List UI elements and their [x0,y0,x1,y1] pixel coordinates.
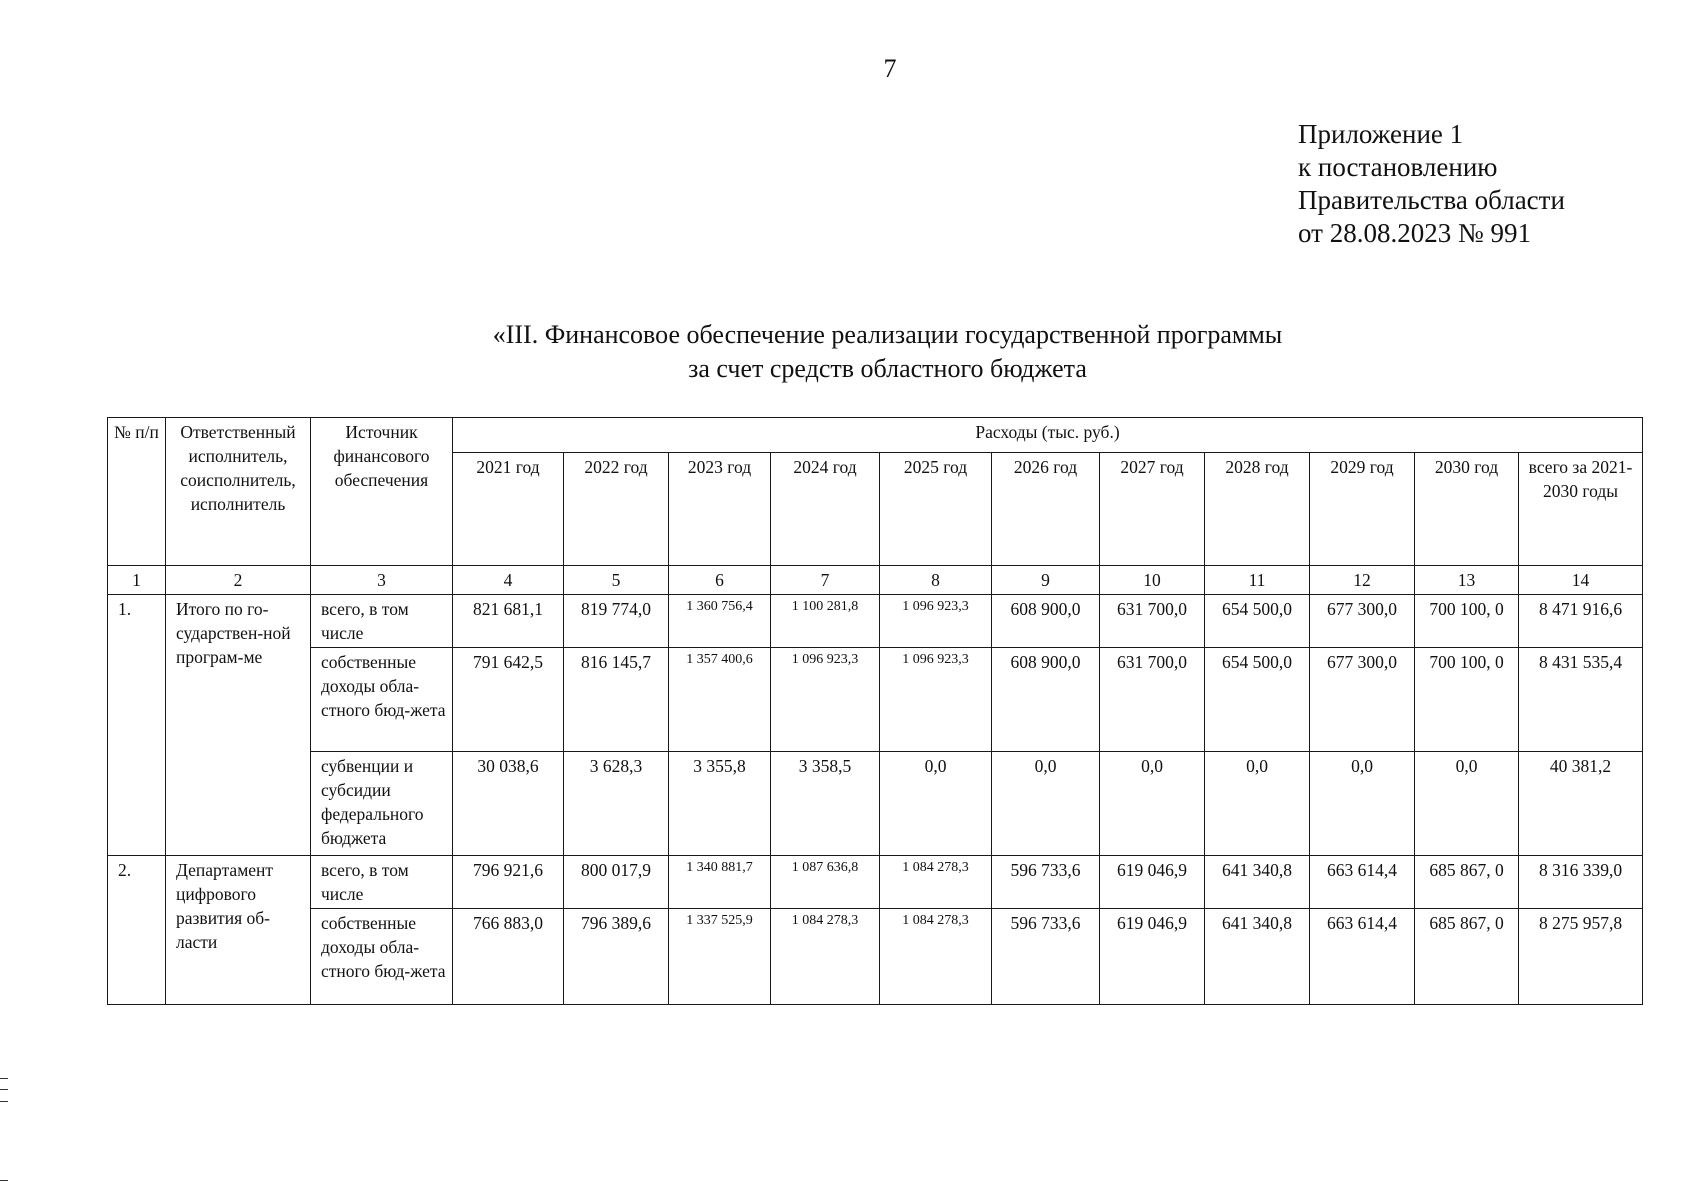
value-cell: 800 017,9 [564,856,669,909]
value-cell: 796 389,6 [564,909,669,1005]
header-num: № п/п [108,418,166,566]
column-number: 4 [453,566,564,595]
column-number: 6 [669,566,771,595]
financing-table [107,417,1643,1005]
row-num: 2. [108,856,166,1005]
value-cell: 0,0 [1205,752,1310,856]
value-cell: 596 733,6 [992,856,1100,909]
appendix-block [1298,118,1565,250]
value-cell: 654 500,0 [1205,595,1310,648]
value-cell: 3 358,5 [771,752,880,856]
value-cell: 8 431 535,4 [1519,648,1643,752]
column-number: 8 [880,566,992,595]
row-responsible: Итого по го-сударствен-ной програм-ме [166,595,311,856]
header-year: 2024 год [771,453,880,566]
table-row [108,856,1643,909]
value-cell: 0,0 [880,752,992,856]
value-cell: 0,0 [1100,752,1205,856]
header-responsible: Ответственный исполнитель, соисполнитель, исполнитель [166,418,311,566]
value-cell: 700 100, 0 [1415,648,1519,752]
row-source: собственные доходы обла-стного бюд-жета [311,648,453,752]
column-number: 7 [771,566,880,595]
value-cell: 1 340 881,7 [669,856,771,909]
value-cell: 8 471 916,6 [1519,595,1643,648]
header-year: 2021 год [453,453,564,566]
value-cell: 1 096 923,3 [880,595,992,648]
section-title [0,318,1697,386]
page-number: 7 [883,54,897,83]
value-cell: 1 096 923,3 [771,648,880,752]
value-cell: 631 700,0 [1100,648,1205,752]
header-year: 2029 год [1310,453,1415,566]
header-year: 2026 год [992,453,1100,566]
value-cell: 608 900,0 [992,648,1100,752]
value-cell: 1 084 278,3 [880,856,992,909]
value-cell: 8 316 339,0 [1519,856,1643,909]
value-cell: 663 614,4 [1310,856,1415,909]
value-cell: 1 360 756,4 [669,595,771,648]
header-year: 2025 год [880,453,992,566]
column-number: 3 [311,566,453,595]
value-cell: 0,0 [1310,752,1415,856]
column-number: 5 [564,566,669,595]
value-cell: 619 046,9 [1100,909,1205,1005]
value-cell: 816 145,7 [564,648,669,752]
value-cell: 1 084 278,3 [880,909,992,1005]
value-cell: 0,0 [1415,752,1519,856]
column-number: 11 [1205,566,1310,595]
header-source: Источник финансового обеспечения [311,418,453,566]
value-cell: 1 084 278,3 [771,909,880,1005]
table-row [108,909,1643,1005]
value-cell: 1 087 636,8 [771,856,880,909]
value-cell: 1 100 281,8 [771,595,880,648]
value-cell: 1 337 525,9 [669,909,771,1005]
header-year: 2022 год [564,453,669,566]
value-cell: 821 681,1 [453,595,564,648]
table-row [108,595,1643,648]
value-cell: 30 038,6 [453,752,564,856]
row-source: всего, в том числе [311,595,453,648]
header-row [108,418,1643,453]
header-year: 2028 год [1205,453,1310,566]
table-row [108,648,1643,752]
value-cell: 663 614,4 [1310,909,1415,1005]
value-cell: 8 275 957,8 [1519,909,1643,1005]
column-number: 9 [992,566,1100,595]
value-cell: 3 355,8 [669,752,771,856]
value-cell: 641 340,8 [1205,856,1310,909]
value-cell: 654 500,0 [1205,648,1310,752]
row-source: субвенции и субсидии федерального бюджета [311,752,453,856]
value-cell: 685 867, 0 [1415,909,1519,1005]
value-cell: 3 628,3 [564,752,669,856]
row-responsible: Департамент цифрового развития об-ласти [166,856,311,1005]
column-number: 1 [108,566,166,595]
column-number: 12 [1310,566,1415,595]
value-cell: 1 357 400,6 [669,648,771,752]
header-year: 2027 год [1100,453,1205,566]
value-cell: 40 381,2 [1519,752,1643,856]
value-cell: 685 867, 0 [1415,856,1519,909]
value-cell: 631 700,0 [1100,595,1205,648]
value-cell: 641 340,8 [1205,909,1310,1005]
row-source: всего, в том числе [311,856,453,909]
value-cell: 677 300,0 [1310,595,1415,648]
appendix-line: Правительства области [1298,185,1565,215]
column-number: 10 [1100,566,1205,595]
header-year: 2030 год [1415,453,1519,566]
margin-mark [0,1078,8,1102]
value-cell: 608 900,0 [992,595,1100,648]
value-cell: 0,0 [992,752,1100,856]
row-source: собственные доходы обла-стного бюд-жета [311,909,453,1005]
header-expenses: Расходы (тыс. руб.) [453,418,1643,453]
column-number: 13 [1415,566,1519,595]
appendix-line: от 28.08.2023 № 991 [1298,218,1531,248]
column-number: 2 [166,566,311,595]
value-cell: 596 733,6 [992,909,1100,1005]
title-line: за счет средств областного бюджета [688,354,1087,383]
value-cell: 700 100, 0 [1415,595,1519,648]
value-cell: 819 774,0 [564,595,669,648]
title-line: «III. Финансовое обеспечение реализации государственной программы [492,320,1283,349]
header-year: 2023 год [669,453,771,566]
column-number: 14 [1519,566,1643,595]
table-row [108,752,1643,856]
value-cell: 1 096 923,3 [880,648,992,752]
value-cell: 619 046,9 [1100,856,1205,909]
header-total: всего за 2021-2030 годы [1519,453,1643,566]
row-num: 1. [108,595,166,856]
value-cell: 791 642,5 [453,648,564,752]
value-cell: 796 921,6 [453,856,564,909]
column-number-row [108,566,1643,595]
appendix-line: Приложение 1 [1298,119,1464,149]
margin-mark [0,1180,8,1181]
value-cell: 766 883,0 [453,909,564,1005]
value-cell: 677 300,0 [1310,648,1415,752]
appendix-line: к постановлению [1298,152,1498,182]
